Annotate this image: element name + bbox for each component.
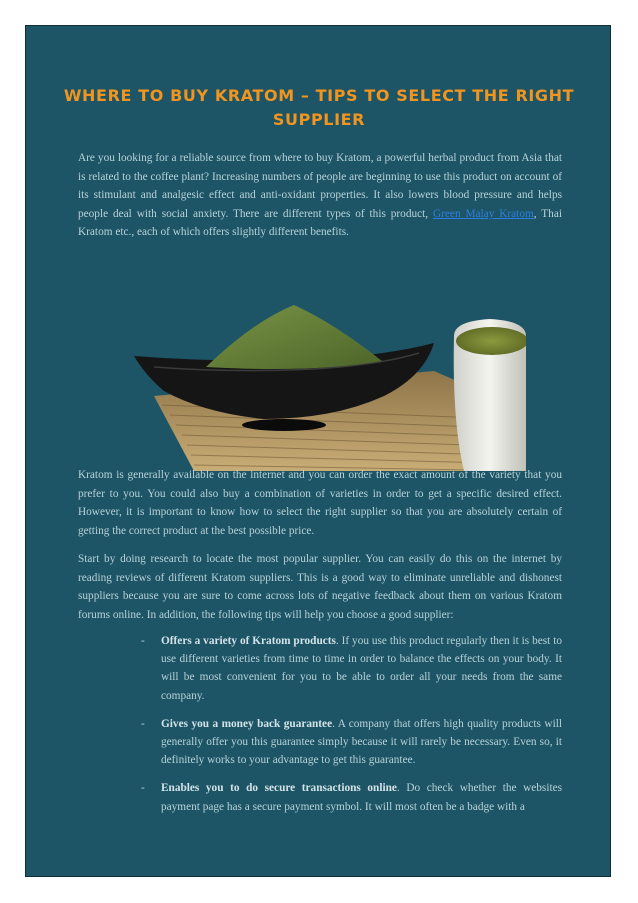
document-page — [25, 25, 611, 877]
green-malay-kratom-link[interactable]: Green Malay Kratom — [433, 207, 534, 220]
supplier-tips-list — [78, 632, 562, 826]
list-dash: - — [141, 782, 145, 795]
paragraph-availability: Kratom is generally available on the internet and you can order the exact amount of the variety that you prefer to you. You could also buy a combination of varieties in order to get a specific desired effect. However, it is important to know how to select the right supplier so that you are absolutely certain of getting the correct product at the best possible price. — [78, 469, 562, 537]
list-item-heading: Enables you to do secure transactions online — [161, 782, 397, 795]
kratom-powder — [206, 305, 382, 369]
list-dash: - — [141, 717, 145, 730]
intro-text-before-link: Are you looking for a reliable source from where to buy Kratom, a powerful herbal product from Asia that is related to the coffee plant? Increasing numbers of people are beginning to use this product on account of its stimulant and analgesic effect and anti-oxidant properties. It also lowers blood pressure and helps people deal with social anxiety. There are different types of this product, — [78, 152, 562, 220]
list-item — [78, 779, 562, 815]
bowl-foot — [242, 419, 326, 431]
list-item-heading: Gives you a money back guarantee — [161, 717, 333, 730]
kratom-bowl-photo — [134, 301, 526, 471]
tea-surface — [456, 327, 526, 355]
list-item-text: . A company that offers high quality products will generally offer you this guarantee simply because it will rarely be necessary. Even so, it definitely works to your advantage to get this guarantee. — [161, 717, 562, 767]
paragraph-research: Start by doing research to locate the most popular supplier. You can easily do this on the internet by reading reviews of different Kratom suppliers. This is a good way to eliminate unreliable and dishonest suppliers because you are sure to come across lots of negative feedback about them on various Kratom forums online. In addition, the following tips will help you choose a good supplier: — [78, 553, 562, 621]
list-item — [78, 715, 562, 770]
list-item-text: . Do check whether the websites payment page has a secure payment symbol. It will most often be a badge with a — [161, 782, 563, 813]
list-dash: - — [141, 635, 145, 647]
list-item-text: . If you use this product regularly then it is best to use different varieties from time to time in order to balance the effects on your body. It will be most convenient for you to be able to order all your needs from the same company. — [161, 635, 562, 702]
intro-paragraph — [78, 149, 562, 242]
list-item-heading: Offers a variety of Kratom products — [161, 635, 336, 647]
page-title: WHERE TO BUY KRATOM – TIPS TO SELECT THE RIGHT SUPPLIER — [63, 86, 575, 129]
list-item — [78, 632, 562, 705]
intro-text-after-link: , Thai Kratom etc., each of which offers slightly different benefits. — [78, 207, 562, 239]
